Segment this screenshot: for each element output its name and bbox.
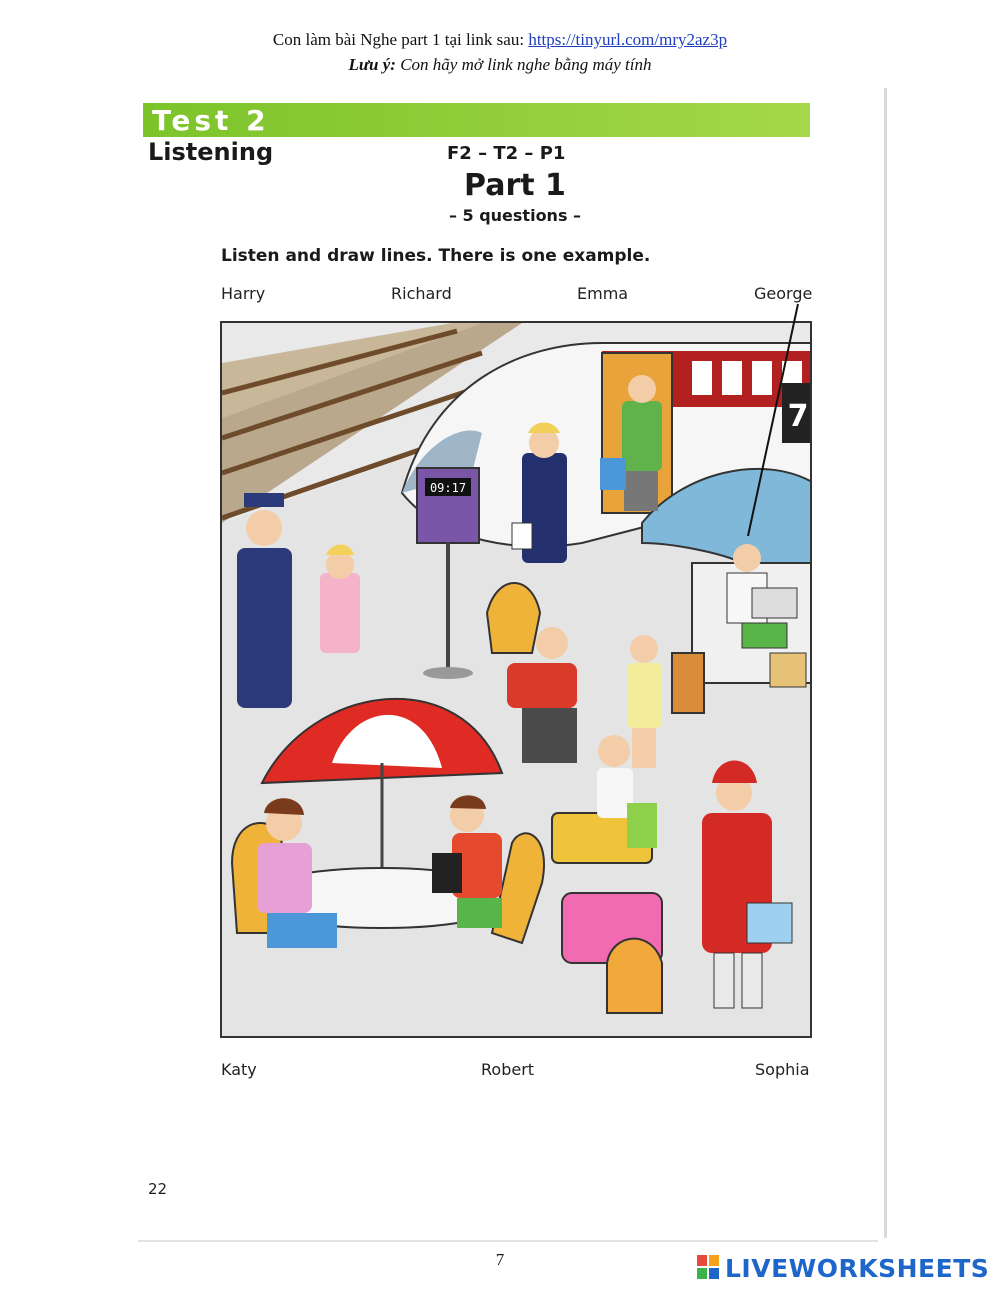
brand-name: LIVEWORKSHEETS	[725, 1253, 990, 1283]
listening-link[interactable]: https://tinyurl.com/mry2az3p	[528, 30, 728, 49]
liveworksheets-logo	[697, 1253, 989, 1283]
book-page-number: 22	[148, 1180, 168, 1198]
name-harry[interactable]: Harry	[221, 284, 266, 303]
instruction-prefix: Con làm bài Nghe part 1 tại link sau:	[272, 30, 529, 49]
note-line	[0, 55, 1000, 75]
note-text: Con hãy mở link nghe bằng máy tính	[395, 55, 652, 74]
name-richard[interactable]: Richard	[391, 284, 452, 303]
section-title: Listening	[148, 138, 274, 166]
name-george[interactable]: George	[754, 284, 813, 303]
page-edge	[884, 88, 887, 1238]
test-banner	[143, 103, 810, 137]
question-count: – 5 questions –	[448, 206, 582, 225]
note-label: Lưu ý:	[348, 55, 396, 74]
test-title: Test 2	[152, 104, 270, 137]
name-katy[interactable]: Katy	[221, 1060, 257, 1079]
station-scene	[220, 321, 812, 1038]
station-illustration	[222, 323, 812, 1038]
liveworksheets-icon	[697, 1255, 721, 1281]
page-bottom-edge	[138, 1240, 878, 1242]
name-sophia[interactable]: Sophia	[755, 1060, 810, 1079]
task-instruction: Listen and draw lines. There is one example.	[221, 246, 651, 266]
link-instruction	[0, 30, 1000, 50]
part-title: Part 1	[464, 168, 566, 203]
platform-number: 7	[787, 399, 809, 434]
page-number: 7	[495, 1250, 505, 1269]
name-robert[interactable]: Robert	[481, 1060, 535, 1079]
clock-display: 09:17	[429, 481, 467, 495]
test-code: F2 – T2 – P1	[447, 143, 566, 164]
name-emma[interactable]: Emma	[577, 284, 629, 303]
example-line	[740, 296, 810, 542]
